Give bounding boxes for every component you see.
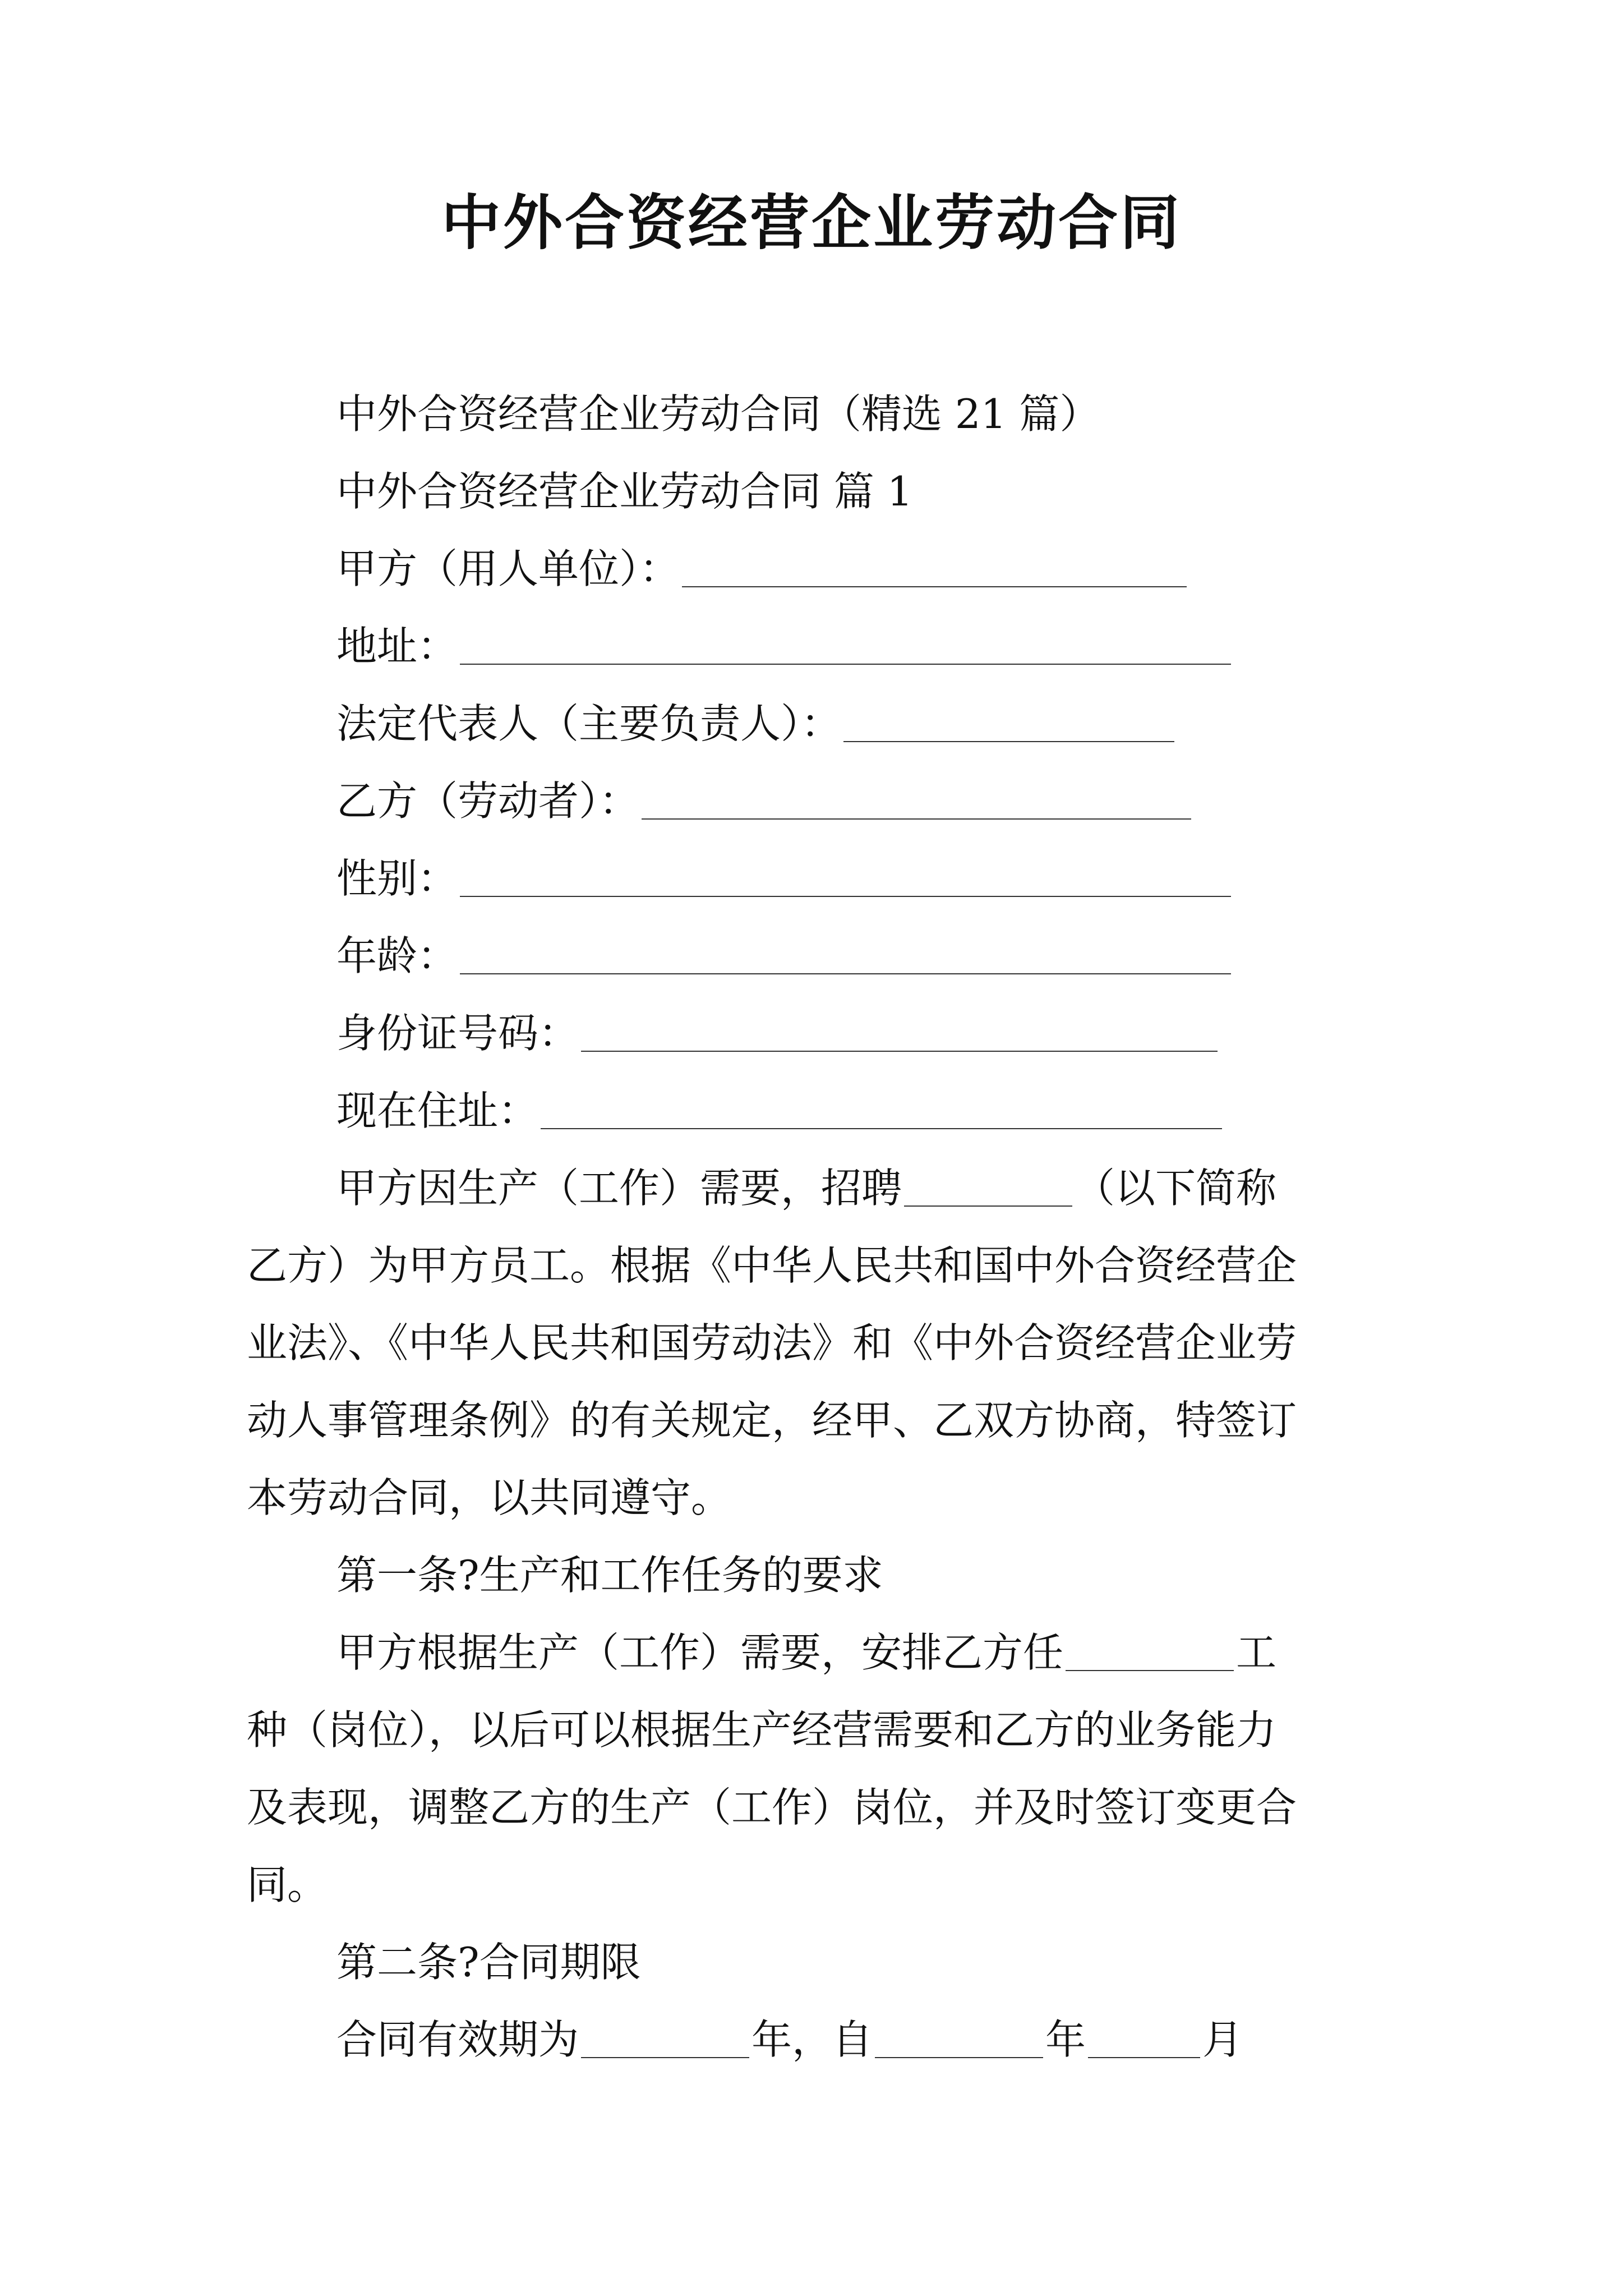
article-2-heading: 第二条?合同期限	[336, 1939, 641, 1986]
age-blank[interactable]	[460, 973, 1231, 974]
age-label: 年龄：	[336, 932, 458, 979]
article-1-line-2: 种（岗位），以后可以根据生产经营需要和乙方的业务能力	[247, 1706, 1277, 1754]
article-1-heading: 第一条?生产和工作任务的要求	[336, 1552, 883, 1599]
article-1-line-3: 及表现，调整乙方的生产（工作）岗位，并及时签订变更合	[247, 1784, 1297, 1831]
party-b-field	[336, 777, 1193, 825]
current-address-field	[336, 1087, 1224, 1134]
intro-text-1a: 甲方因生产（工作）需要，招聘	[336, 1165, 902, 1212]
gender-blank[interactable]	[460, 896, 1231, 897]
article-1-text-1a: 甲方根据生产（工作）需要，安排乙方任	[336, 1629, 1064, 1676]
recruit-blank[interactable]	[904, 1205, 1072, 1207]
start-month-blank[interactable]	[1088, 2057, 1200, 2058]
id-number-field	[336, 1010, 1220, 1057]
intro-line-3: 业法》、《中华人民共和国劳动法》和《中外合资经营企业劳	[247, 1319, 1297, 1366]
intro-line-5: 本劳动合同，以共同遵守。	[247, 1474, 732, 1521]
document-subtitle: 中外合资经营企业劳动合同（精选 21 篇）	[336, 390, 1100, 438]
party-a-blank[interactable]	[682, 586, 1187, 587]
article-2-line-1	[336, 2016, 1243, 2063]
article-1-line-1	[336, 1629, 1277, 1676]
address-field	[336, 623, 1233, 670]
article-2-text-1d: 月	[1202, 2016, 1243, 2063]
intro-line-4: 动人事管理条例》的有关规定，经甲、乙双方协商，特签订	[247, 1397, 1297, 1444]
legal-rep-label: 法定代表人（主要负责人）：	[336, 700, 842, 747]
age-field	[336, 932, 1233, 979]
start-year-blank[interactable]	[875, 2057, 1043, 2058]
party-b-label: 乙方（劳动者）：	[336, 777, 640, 825]
article-1-line-4: 同。	[247, 1861, 328, 1908]
intro-line-1	[336, 1165, 1277, 1212]
document-title: 中外合资经营企业劳动合同	[441, 188, 1182, 257]
party-b-blank[interactable]	[642, 818, 1191, 820]
address-blank[interactable]	[460, 664, 1231, 665]
gender-field	[336, 855, 1233, 902]
article-2-text-1a: 合同有效期为	[336, 2016, 579, 2063]
address-label: 地址：	[336, 623, 458, 670]
article-2-text-1c: 年	[1045, 2016, 1086, 2063]
intro-text-1b: （以下简称	[1075, 1165, 1277, 1212]
section-heading: 中外合资经营企业劳动合同 篇 1	[336, 468, 913, 515]
party-a-label: 甲方（用人单位）：	[336, 545, 680, 592]
id-number-blank[interactable]	[581, 1051, 1218, 1052]
article-2-text-1b: 年，自	[751, 2016, 873, 2063]
term-years-blank[interactable]	[581, 2057, 749, 2058]
legal-rep-field	[336, 700, 1177, 747]
intro-line-2: 乙方）为甲方员工。根据《中华人民共和国中外合资经营企	[247, 1242, 1297, 1289]
party-a-field	[336, 545, 1189, 592]
current-address-label: 现在住址：	[336, 1087, 539, 1134]
current-address-blank[interactable]	[541, 1128, 1222, 1129]
gender-label: 性别：	[336, 855, 458, 902]
article-1-text-1b: 工	[1236, 1629, 1277, 1676]
job-type-blank[interactable]	[1066, 1670, 1234, 1671]
legal-rep-blank[interactable]	[843, 741, 1174, 742]
id-number-label: 身份证号码：	[336, 1010, 579, 1057]
